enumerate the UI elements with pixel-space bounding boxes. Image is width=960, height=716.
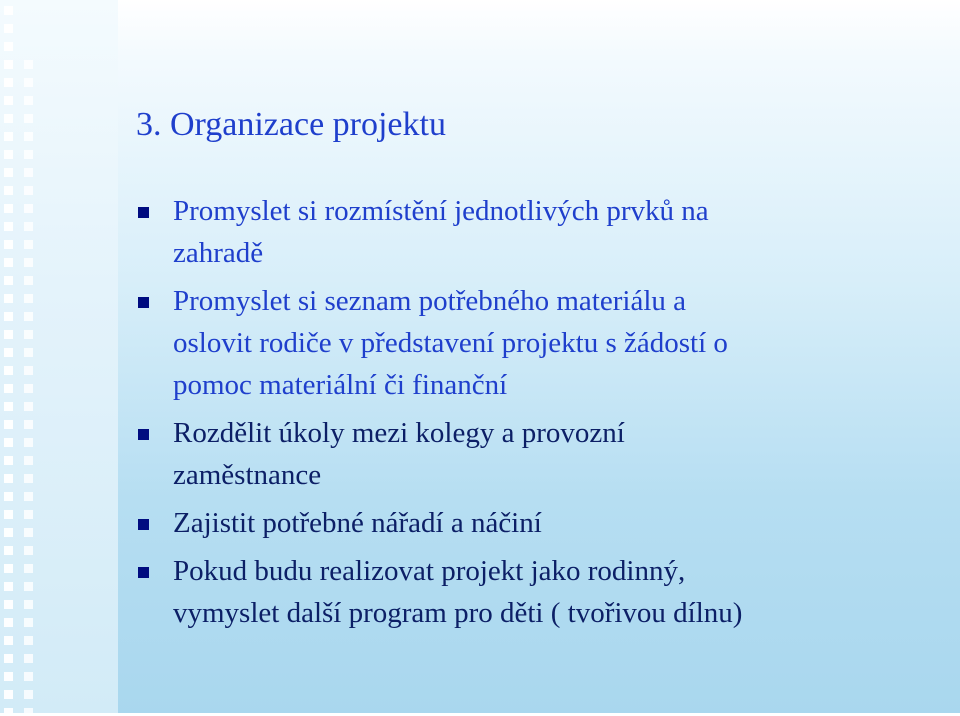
slide-title: 3. Organizace projektu (136, 106, 446, 143)
decor-square (24, 276, 33, 285)
bullet-text: Rozdělit úkoly mezi kolegy a provozní zaměstnance (173, 417, 625, 491)
decor-square (4, 6, 13, 15)
decor-square (24, 654, 33, 663)
bullet-list (136, 190, 936, 640)
decor-square (24, 96, 33, 105)
bullet-text: Promyslet si rozmístění jednotlivých prvků na zahradě (173, 195, 709, 269)
decor-square (4, 258, 13, 267)
bullet-text: Zajistit potřebné nářadí a náčiní (173, 507, 542, 539)
decor-square (24, 150, 33, 159)
decor-square (4, 456, 13, 465)
decor-square (24, 438, 33, 447)
bullet-item (136, 412, 936, 496)
decor-square (4, 276, 13, 285)
bullet-item (136, 190, 936, 274)
decor-square (4, 510, 13, 519)
decor-square (4, 384, 13, 393)
decor-square (24, 474, 33, 483)
decor-square (4, 420, 13, 429)
decor-square (24, 312, 33, 321)
decor-square (24, 384, 33, 393)
decor-square (24, 366, 33, 375)
decor-square (4, 618, 13, 627)
decorative-squares (0, 0, 118, 716)
decor-square (4, 672, 13, 681)
decor-square (24, 528, 33, 537)
decor-square (4, 636, 13, 645)
decor-square (4, 24, 13, 33)
square-bullet-icon (138, 519, 149, 530)
decor-square (24, 510, 33, 519)
decor-square (4, 186, 13, 195)
bullet-text: Pokud budu realizovat projekt jako rodinný, vymyslet další program pro děti ( tvořivou dílnu) (173, 555, 743, 629)
decor-square (24, 420, 33, 429)
decor-square (24, 564, 33, 573)
decor-square (4, 402, 13, 411)
decor-square (4, 600, 13, 609)
square-bullet-icon (138, 297, 149, 308)
decor-square (4, 312, 13, 321)
decor-square (4, 168, 13, 177)
decor-square (4, 150, 13, 159)
decor-square (24, 240, 33, 249)
decor-square (4, 348, 13, 357)
decor-square (4, 42, 13, 51)
decor-square (4, 114, 13, 123)
decor-square (24, 582, 33, 591)
decor-square (4, 330, 13, 339)
decor-square (24, 492, 33, 501)
decor-square (24, 348, 33, 357)
decor-square (4, 222, 13, 231)
decor-square (4, 60, 13, 69)
decor-square (24, 114, 33, 123)
decor-square (24, 204, 33, 213)
decor-square (24, 168, 33, 177)
square-bullet-icon (138, 429, 149, 440)
bullet-item (136, 502, 936, 544)
decor-square (4, 132, 13, 141)
decor-square (4, 240, 13, 249)
decor-square (24, 690, 33, 699)
decor-square (4, 528, 13, 537)
bullet-text: Promyslet si seznam potřebného materiálu a oslovit rodiče v představení projektu s žádostí o pomoc materiální či finanční (173, 285, 728, 401)
decor-square (24, 258, 33, 267)
decor-square (24, 78, 33, 87)
decor-square (24, 294, 33, 303)
decor-square (4, 582, 13, 591)
decor-square (24, 402, 33, 411)
decor-square (4, 474, 13, 483)
square-bullet-icon (138, 207, 149, 218)
decor-square (4, 654, 13, 663)
decor-square (24, 618, 33, 627)
square-bullet-icon (138, 567, 149, 578)
decor-square (24, 636, 33, 645)
decor-square (24, 546, 33, 555)
bullet-item (136, 280, 936, 406)
decor-square (4, 366, 13, 375)
decor-square (24, 222, 33, 231)
bullet-item (136, 550, 936, 634)
decor-square (4, 492, 13, 501)
decor-square (24, 132, 33, 141)
decor-square (24, 60, 33, 69)
decor-square (24, 186, 33, 195)
decor-square (4, 96, 13, 105)
decor-square (24, 456, 33, 465)
decor-square (4, 78, 13, 87)
decor-square (24, 672, 33, 681)
decor-square (4, 564, 13, 573)
decor-square (24, 330, 33, 339)
decor-square (4, 546, 13, 555)
decor-square (4, 690, 13, 699)
decor-square (4, 294, 13, 303)
decor-square (24, 600, 33, 609)
decor-square (4, 204, 13, 213)
decor-square (4, 438, 13, 447)
